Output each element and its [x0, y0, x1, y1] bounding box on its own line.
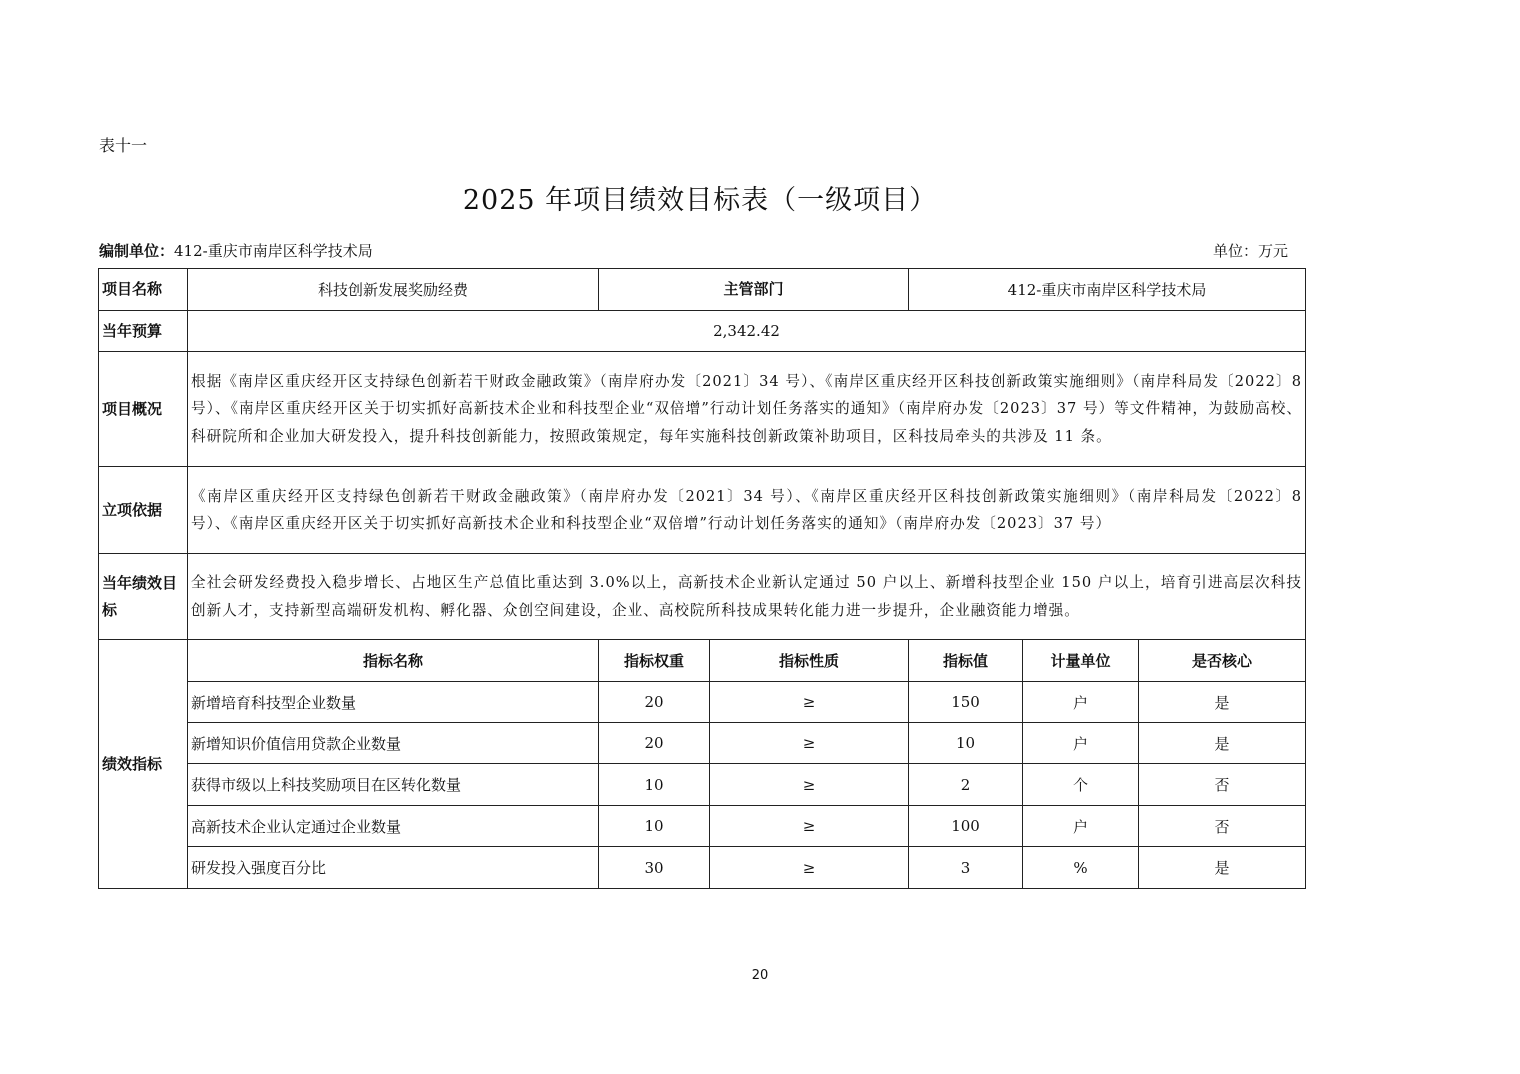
header-weight: 指标权重 — [599, 640, 710, 682]
basis-label: 立项依据 — [99, 467, 188, 554]
header-core: 是否核心 — [1139, 640, 1306, 682]
indicator-weight: 30 — [599, 847, 710, 889]
indicator-name: 新增知识价值信用贷款企业数量 — [188, 723, 599, 764]
row-goal — [99, 554, 1306, 640]
indicator-nature: ≥ — [710, 764, 909, 806]
overview-text: 根据《南岸区重庆经开区支持绿色创新若干财政金融政策》（南岸府办发〔2021〕34 号）、《南岸区重庆经开区科技创新政策实施细则》（南岸科局发〔2022〕8 号）、《南岸区重庆经开区关于切实抓好高新技术企业和科技型企业“双倍增”行动计划任务落实的通知》（南岸府办发〔2023〕37 号）等文件精神，为鼓励高校、科研院所和企业加大研发投入，提升科技创新能力，按照政策规定，每年实施科技创新政策补助项目，区科技局牵头的共涉及 11 条。 — [188, 352, 1306, 467]
indicator-nature: ≥ — [710, 847, 909, 889]
indicator-name: 研发投入强度百分比 — [188, 847, 599, 889]
table-row — [99, 764, 1306, 806]
compiler-label: 编制单位： — [99, 242, 175, 260]
row-project-name — [99, 269, 1306, 311]
compiler-line — [99, 240, 373, 261]
row-budget — [99, 311, 1306, 352]
indicator-name: 高新技术企业认定通过企业数量 — [188, 806, 599, 847]
project-name-value: 科技创新发展奖励经费 — [188, 269, 599, 311]
header-indicator-name: 指标名称 — [188, 640, 599, 682]
budget-label: 当年预算 — [99, 311, 188, 352]
row-basis — [99, 467, 1306, 554]
goal-label: 当年绩效目标 — [99, 554, 188, 640]
indicator-weight: 10 — [599, 764, 710, 806]
project-name-label: 项目名称 — [99, 269, 188, 311]
department-label: 主管部门 — [599, 269, 909, 311]
indicator-core: 是 — [1139, 723, 1306, 764]
performance-table — [98, 268, 1306, 889]
table-row — [99, 806, 1306, 847]
indicator-core: 是 — [1139, 682, 1306, 723]
overview-label: 项目概况 — [99, 352, 188, 467]
indicator-core: 否 — [1139, 764, 1306, 806]
indicator-value: 10 — [909, 723, 1023, 764]
indicator-header-row — [99, 640, 1306, 682]
department-value: 412-重庆市南岸区科学技术局 — [909, 269, 1306, 311]
header-nature: 指标性质 — [710, 640, 909, 682]
indicator-weight: 10 — [599, 806, 710, 847]
indicator-unit: 户 — [1023, 682, 1139, 723]
table-row — [99, 682, 1306, 723]
basis-text: 《南岸区重庆经开区支持绿色创新若干财政金融政策》（南岸府办发〔2021〕34 号）、《南岸区重庆经开区科技创新政策实施细则》（南岸科局发〔2022〕8 号）、《南岸区重庆经开区关于切实抓好高新技术企业和科技型企业“双倍增”行动计划任务落实的通知》（南岸府办发〔2023〕37 号） — [188, 467, 1306, 554]
indicator-value: 3 — [909, 847, 1023, 889]
indicator-nature: ≥ — [710, 806, 909, 847]
page-number: 20 — [751, 968, 769, 983]
indicator-unit: % — [1023, 847, 1139, 889]
compiler-value: 412-重庆市南岸区科学技术局 — [174, 242, 373, 260]
indicator-nature: ≥ — [710, 723, 909, 764]
indicator-core: 是 — [1139, 847, 1306, 889]
indicator-weight: 20 — [599, 723, 710, 764]
page-title: 2025 年项目绩效目标表（一级项目） — [462, 185, 938, 216]
indicator-value: 100 — [909, 806, 1023, 847]
indicator-name: 获得市级以上科技奖励项目在区转化数量 — [188, 764, 599, 806]
table-row — [99, 847, 1306, 889]
indicator-name: 新增培育科技型企业数量 — [188, 682, 599, 723]
goal-text: 全社会研发经费投入稳步增长、占地区生产总值比重达到 3.0%以上，高新技术企业新认定通过 50 户以上、新增科技型企业 150 户以上，培育引进高层次科技创新人才，支持新型高端研发机构、孵化器、众创空间建设，企业、高校院所科技成果转化能力进一步提升，企业融资能力增强。 — [188, 554, 1306, 640]
indicator-value: 150 — [909, 682, 1023, 723]
row-overview — [99, 352, 1306, 467]
header-unit: 计量单位 — [1023, 640, 1139, 682]
indicators-section-label: 绩效指标 — [99, 640, 188, 889]
indicator-unit: 户 — [1023, 723, 1139, 764]
indicator-core: 否 — [1139, 806, 1306, 847]
indicator-weight: 20 — [599, 682, 710, 723]
table-row — [99, 723, 1306, 764]
table-label: 表十一 — [99, 136, 148, 155]
indicator-unit: 户 — [1023, 806, 1139, 847]
indicator-unit: 个 — [1023, 764, 1139, 806]
header-value: 指标值 — [909, 640, 1023, 682]
budget-value: 2,342.42 — [188, 311, 1306, 352]
indicator-value: 2 — [909, 764, 1023, 806]
unit-label: 单位：万元 — [1213, 242, 1289, 260]
indicator-nature: ≥ — [710, 682, 909, 723]
